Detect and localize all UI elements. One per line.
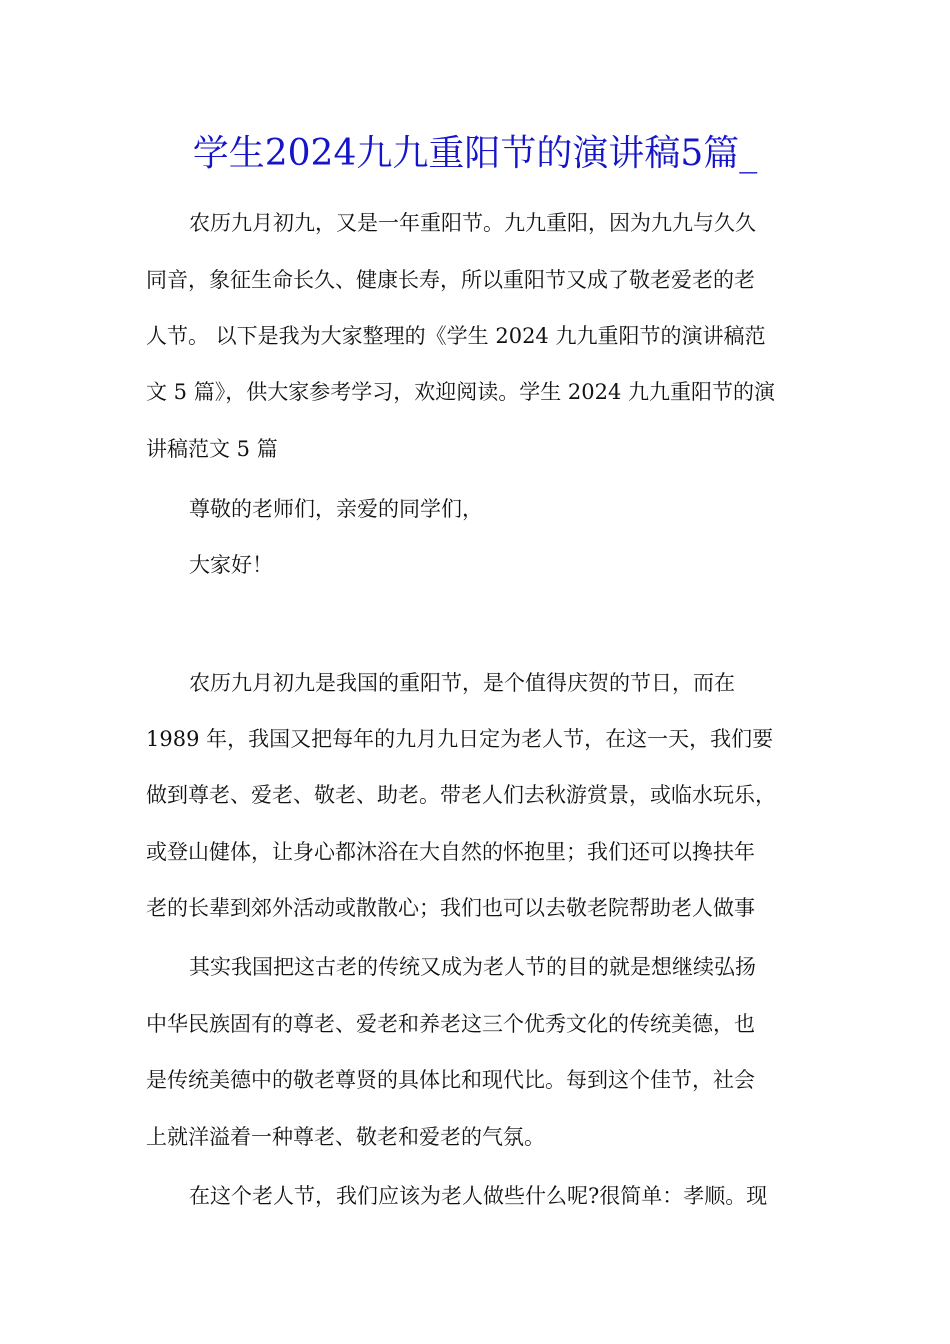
salutation-line: 尊敬的老师们，亲爱的同学们， — [189, 497, 483, 521]
paragraph-line: 文 5 篇》，供大家参考学习，欢迎阅读。学生 2024 九九重阳节的演 — [146, 380, 776, 404]
paragraph-line: 老的长辈到郊外活动或散散心；我们也可以去敬老院帮助老人做事 — [146, 896, 755, 920]
paragraph-line: 做到尊老、爱老、敬老、助老。带老人们去秋游赏景，或临水玩乐， — [146, 783, 776, 807]
paragraph-line: 讲稿范文 5 篇 — [146, 437, 278, 461]
paragraph-line: 人节。 以下是我为大家整理的《学生 2024 九九重阳节的演讲稿范 — [146, 324, 766, 348]
greeting-line: 大家好！ — [189, 553, 273, 577]
paragraph-line: 农历九月初九，又是一年重阳节。九九重阳，因为九九与久久 — [189, 211, 756, 235]
paragraph-line: 农历九月初九是我国的重阳节，是个值得庆贺的节日，而在 — [189, 671, 735, 695]
paragraph-line: 上就洋溢着一种尊老、敬老和爱老的气氛。 — [146, 1125, 545, 1149]
document-title: 学生2024九九重阳节的演讲稿5篇_ — [192, 133, 758, 174]
paragraph-line: 在这个老人节，我们应该为老人做些什么呢?很简单：孝顺。现 — [189, 1184, 768, 1208]
paragraph-line: 其实我国把这古老的传统又成为老人节的目的就是想继续弘扬 — [189, 955, 756, 979]
paragraph-line: 或登山健体，让身心都沐浴在大自然的怀抱里；我们还可以搀扶年 — [146, 840, 755, 864]
paragraph-line: 1989 年，我国又把每年的九月九日定为老人节，在这一天，我们要 — [146, 727, 774, 751]
paragraph-line: 是传统美德中的敬老尊贤的具体比和现代比。每到这个佳节，社会 — [146, 1068, 755, 1092]
paragraph-line: 同音，象征生命长久、健康长寿，所以重阳节又成了敬老爱老的老 — [146, 268, 755, 292]
paragraph-line: 中华民族固有的尊老、爱老和养老这三个优秀文化的传统美德，也 — [146, 1012, 755, 1036]
